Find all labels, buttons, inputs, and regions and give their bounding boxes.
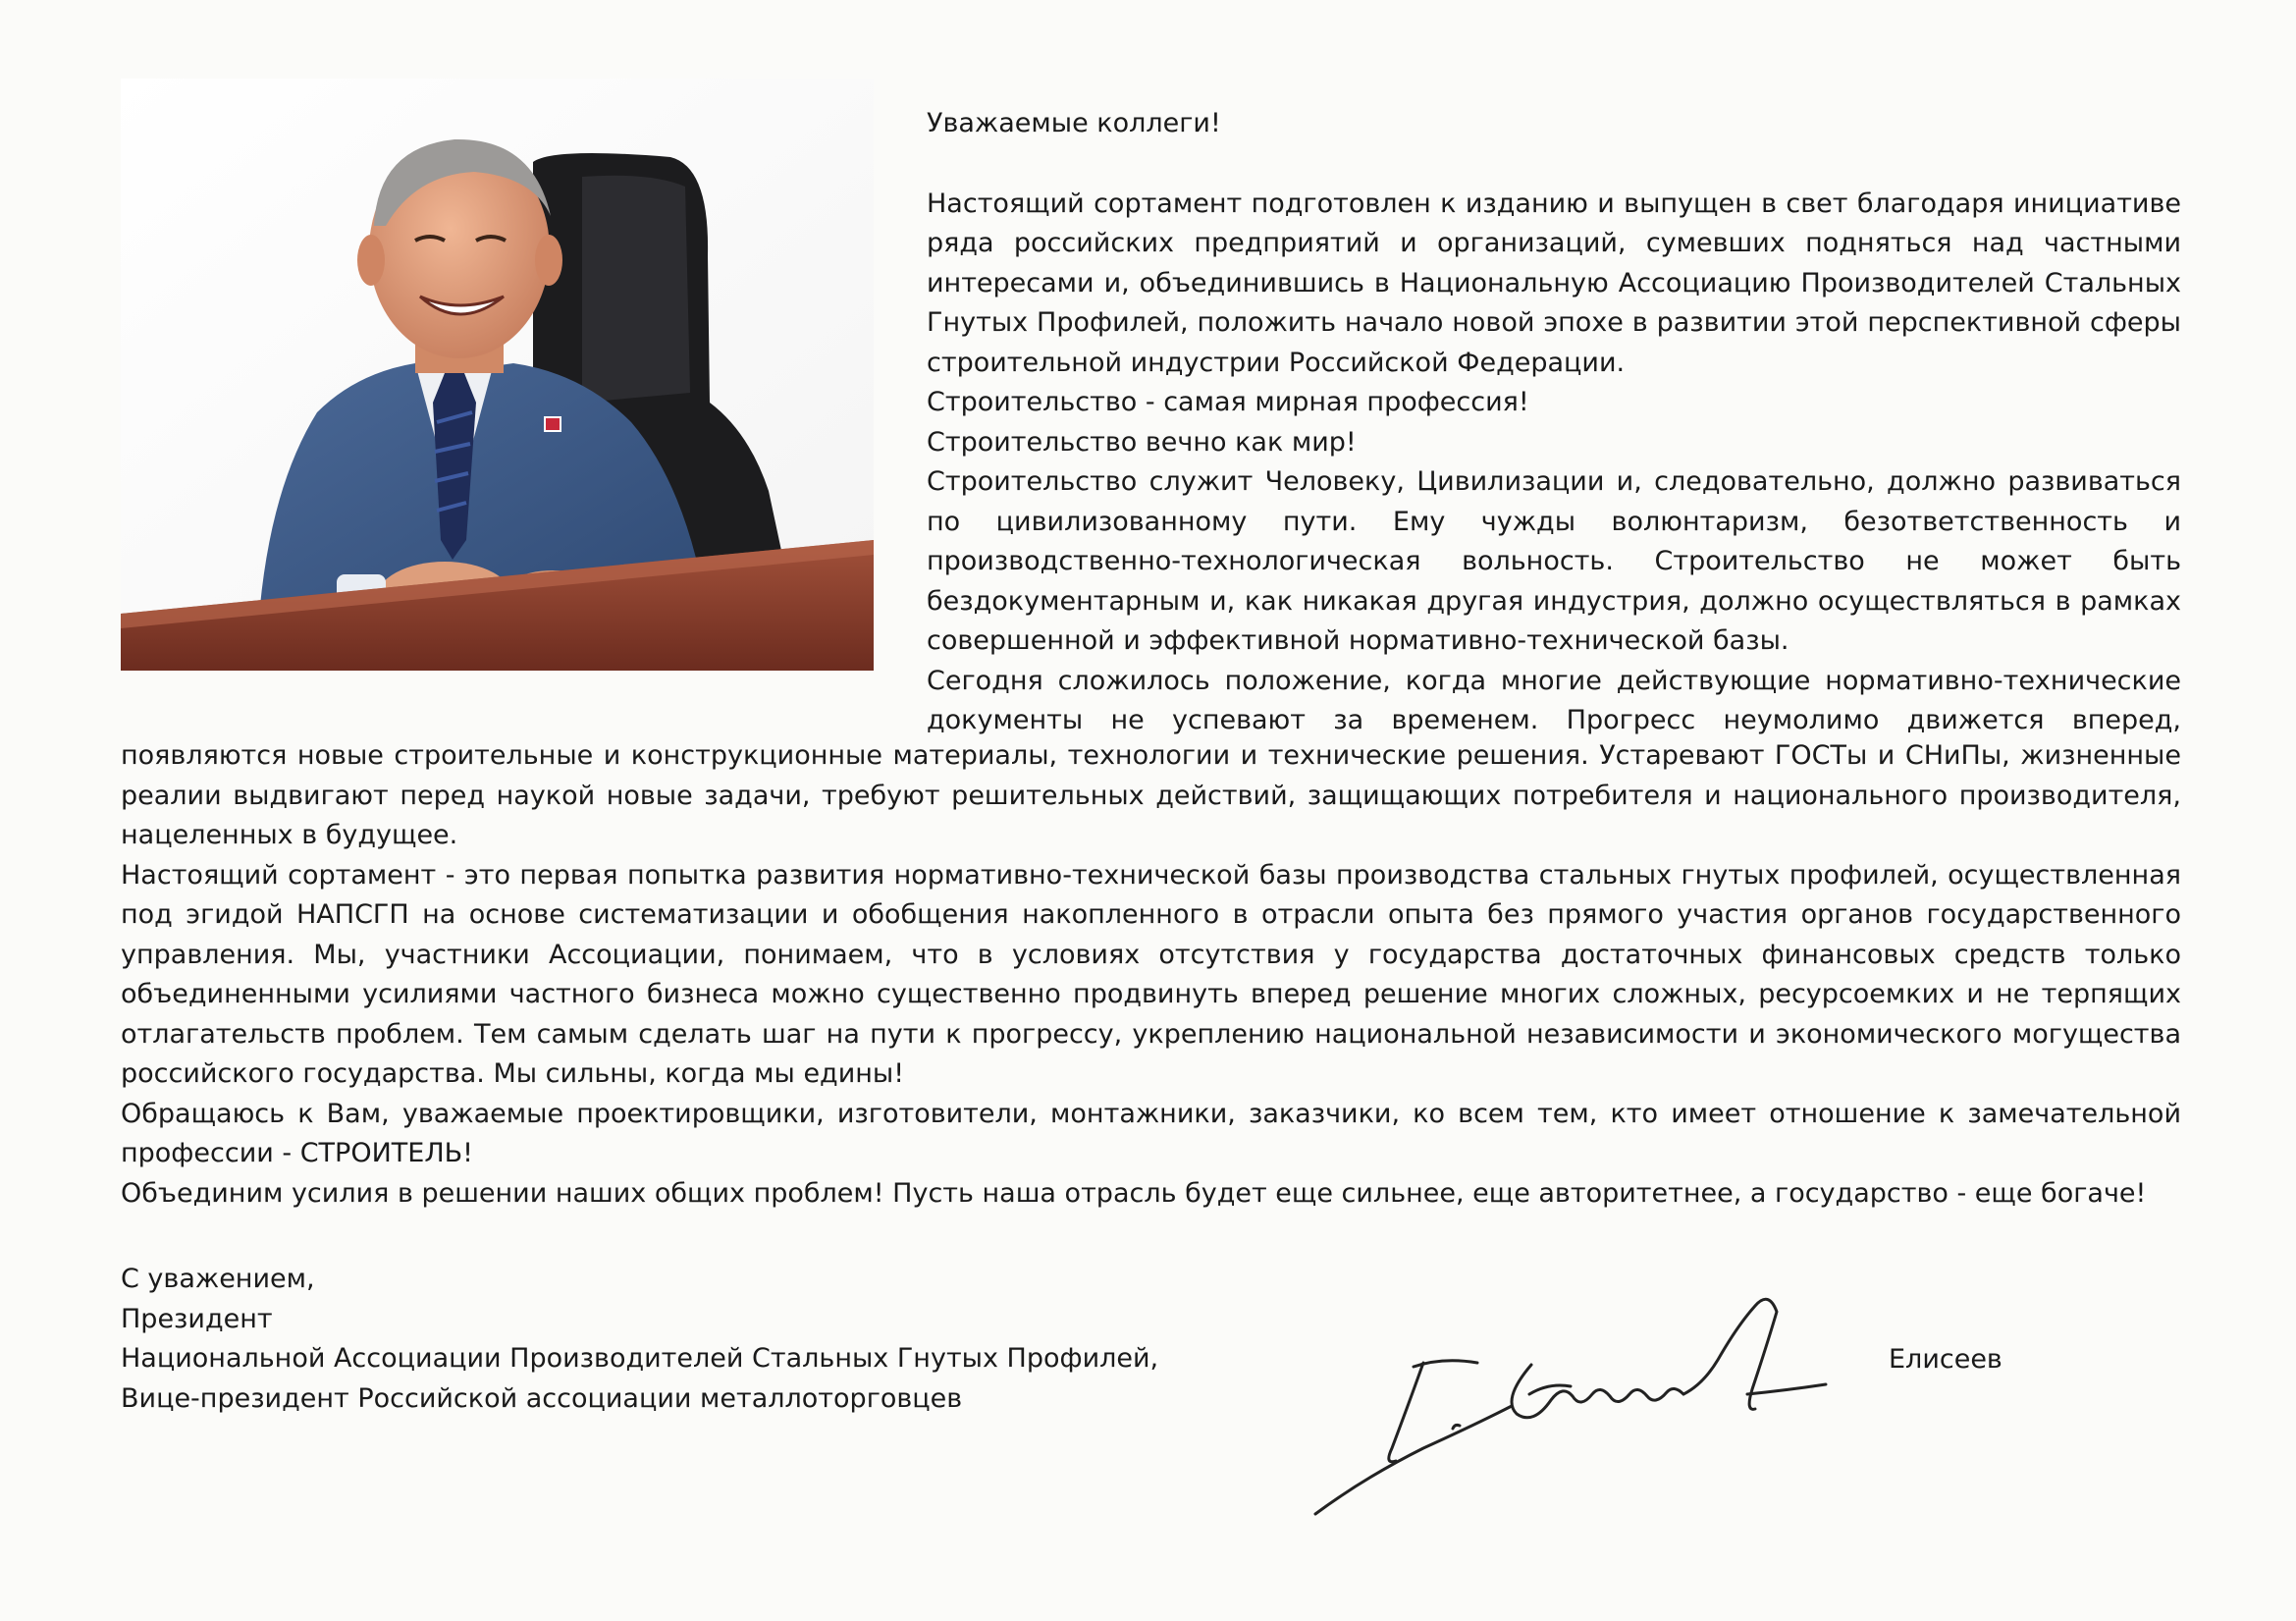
text-line: появляются новые строительные и конструкционные материалы, технологии и технические решения. Устаревают ГОСТы и СНиПы, жизненные xyxy=(121,740,2181,771)
text-line: Строительство служит Человеку, Цивилизации и, следовательно, должно развиваться xyxy=(927,466,2181,497)
text-line: профессии - СТРОИТЕЛЬ! xyxy=(121,1138,473,1168)
letter-upper-text xyxy=(927,104,2181,741)
text-line: бездокументарным и, как никакая другая индустрия, должно осуществляться в рамках xyxy=(927,585,2181,617)
text-line: Строительство - самая мирная профессия! xyxy=(927,387,1529,417)
closing-vice-position: Вице-президент Российской ассоциации металлоторговцев xyxy=(121,1382,963,1414)
text-line: Строительство вечно как мир! xyxy=(927,426,1357,458)
letter-lower-text xyxy=(121,736,2181,1214)
text-line: нацеленных в будущее. xyxy=(121,820,458,850)
text-line: под эгидой НАПСГП на основе систематизации и обобщения накопленного в отрасли опыта без прямого участия органов государственного xyxy=(121,899,2181,930)
text-line: совершенной и эффективной нормативно-технической базы. xyxy=(927,625,1789,656)
text-line: реалии выдвигают перед наукой новые задачи, требуют решительных действий, защищающих потребителя и национального производителя, xyxy=(121,780,2181,811)
text-line: строительной индустрии Российской Федерации. xyxy=(927,347,1626,378)
text-line: Настоящий сортамент - это первая попытка развития нормативно-технической базы производства стальных гнутых профилей, осуществленная xyxy=(121,859,2181,891)
text-line: российского государства. Мы сильны, когда мы едины! xyxy=(121,1058,905,1089)
closing-regards: С уважением, xyxy=(121,1264,315,1294)
text-line: отлагательств проблем. Тем самым сделать шаг на пути к прогрессу, укреплению национальной независимости и экономического могущества xyxy=(121,1018,2181,1050)
text-line: управления. Мы, участники Ассоциации, понимаем, что в условиях отсутствия у государства достаточных финансовых средств только xyxy=(121,939,2181,970)
text-line: ряда российских предприятий и организаций, сумевших подняться над частными xyxy=(927,228,2181,258)
signatory-surname: Елисеев xyxy=(1889,1344,2002,1375)
text-line: Объединим усилия в решении наших общих проблем! Пусть наша отрасль будет еще сильнее, еще авторитетнее, а государство - еще богаче! xyxy=(121,1177,2147,1209)
text-line: Сегодня сложилось положение, когда многие действующие нормативно-технические xyxy=(927,665,2181,696)
signature xyxy=(1306,1247,1855,1541)
letter-closing xyxy=(121,1260,1299,1419)
text-line: по цивилизованному пути. Ему чужды волюнтаризм, безответственность и xyxy=(927,506,2181,537)
text-line: объединенными усилиями частного бизнеса можно существенно продвинуть вперед решение многих сложных, ресурсоемких и не терпящих xyxy=(121,979,2181,1009)
greeting: Уважаемые коллеги! xyxy=(927,108,1221,138)
president-photo xyxy=(121,79,874,671)
closing-position: Президент xyxy=(121,1303,273,1334)
text-line: Гнутых Профилей, положить начало новой эпохе в развитии этой перспективной сферы xyxy=(927,307,2181,338)
text-line: Обращаюсь к Вам, уважаемые проектировщики, изготовители, монтажники, заказчики, ко всем тем, кто имеет отношение к замечательной xyxy=(121,1098,2181,1129)
text-line: интересами и, объединившись в Национальную Ассоциацию Производителей Стальных xyxy=(927,267,2181,298)
text-line: Настоящий сортамент подготовлен к изданию и выпущен в свет благодаря инициативе xyxy=(927,188,2181,219)
text-line: документы не успевают за временем. Прогресс неумолимо движется вперед, xyxy=(927,705,2181,735)
closing-organization: Национальной Ассоциации Производителей Стальных Гнутых Профилей, xyxy=(121,1343,1159,1374)
text-line: производственно-технологическая вольность. Строительство не может быть xyxy=(927,546,2181,576)
